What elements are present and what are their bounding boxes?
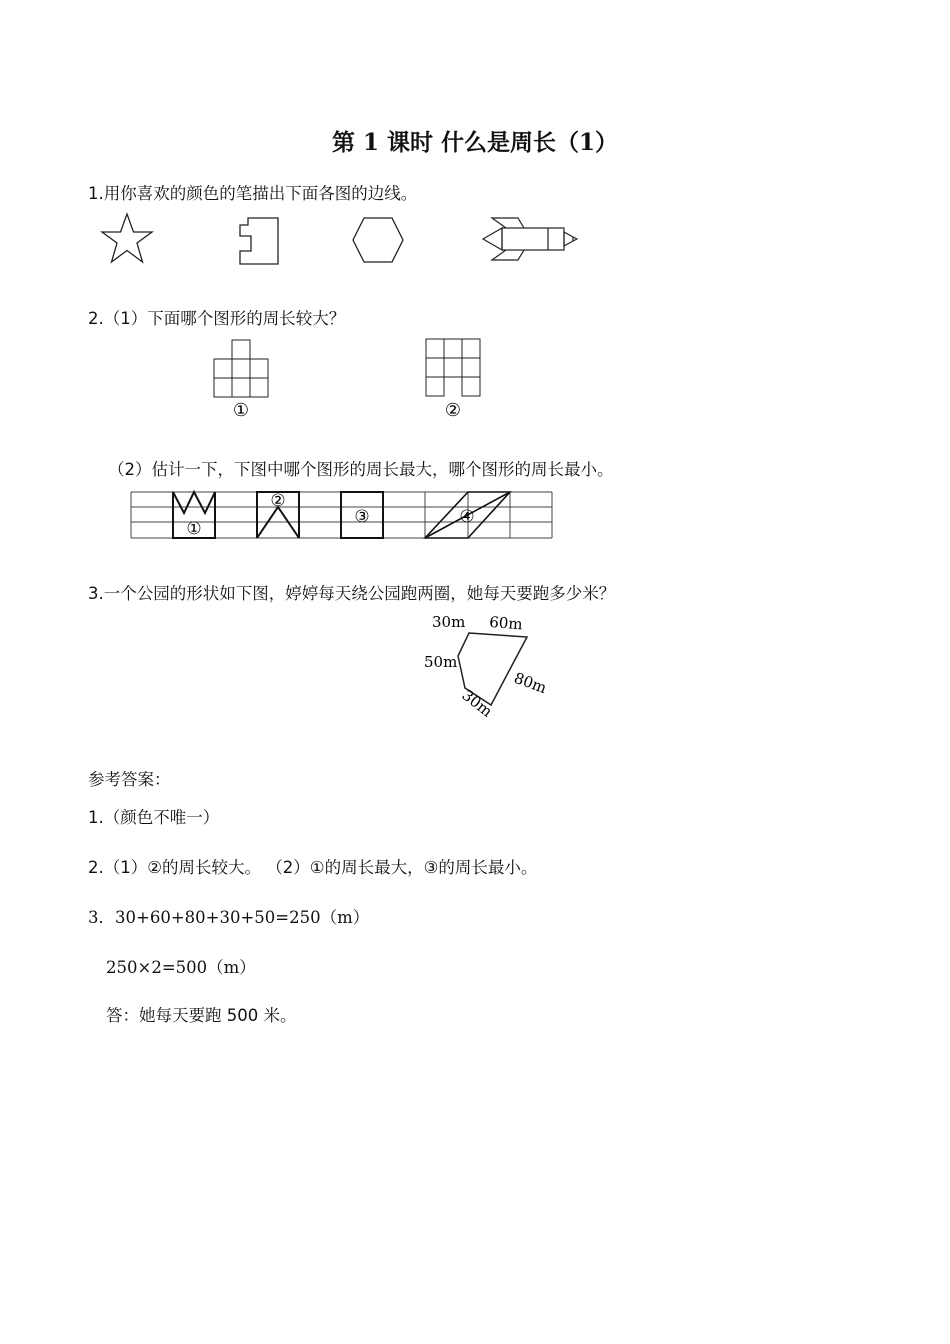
side-label-bottom: 30m [458,685,496,721]
side-label-right: 80m [511,668,550,698]
answer-3-line1: 3．30+60+80+30+50=250（m） [88,908,370,927]
answer-2: 2.（1）②的周长较大。 （2）①的周长最大，③的周长最小。 [88,858,538,877]
answer-3-line3: 答：她每天要跑 500 米。 [106,1006,297,1025]
page-title: 第 1 课时 什么是周长（1） [331,129,619,156]
side-label-top: 60m [488,613,524,634]
shape-2-label: ② [270,491,286,511]
shape-1-label: ① [186,519,202,539]
question-2-part2-text: （2）估计一下，下图中哪个图形的周长最大，哪个图形的周长最小。 [108,460,614,479]
grid-figure-2-label: ② [444,400,462,421]
answer-1: 1.（颜色不唯一） [88,808,220,827]
question-2-part1-text: 2.（1）下面哪个图形的周长较大？ [88,309,346,328]
question-1-text: 1.用你喜欢的颜色的笔描出下面各图的边线。 [88,184,418,203]
answers-header: 参考答案： [88,770,171,789]
answer-3-line2: 250×2=500（m） [106,958,256,977]
shape-3-label: ③ [354,507,370,527]
question-3-text: 3.一个公园的形状如下图，婷婷每天绕公园跑两圈，她每天要跑多少米？ [88,584,616,603]
side-label-left: 50m [424,653,458,671]
side-label-top-left: 30m [432,613,466,631]
shape-4-label: ④ [459,507,475,527]
grid-figure-1-label: ① [232,400,250,421]
